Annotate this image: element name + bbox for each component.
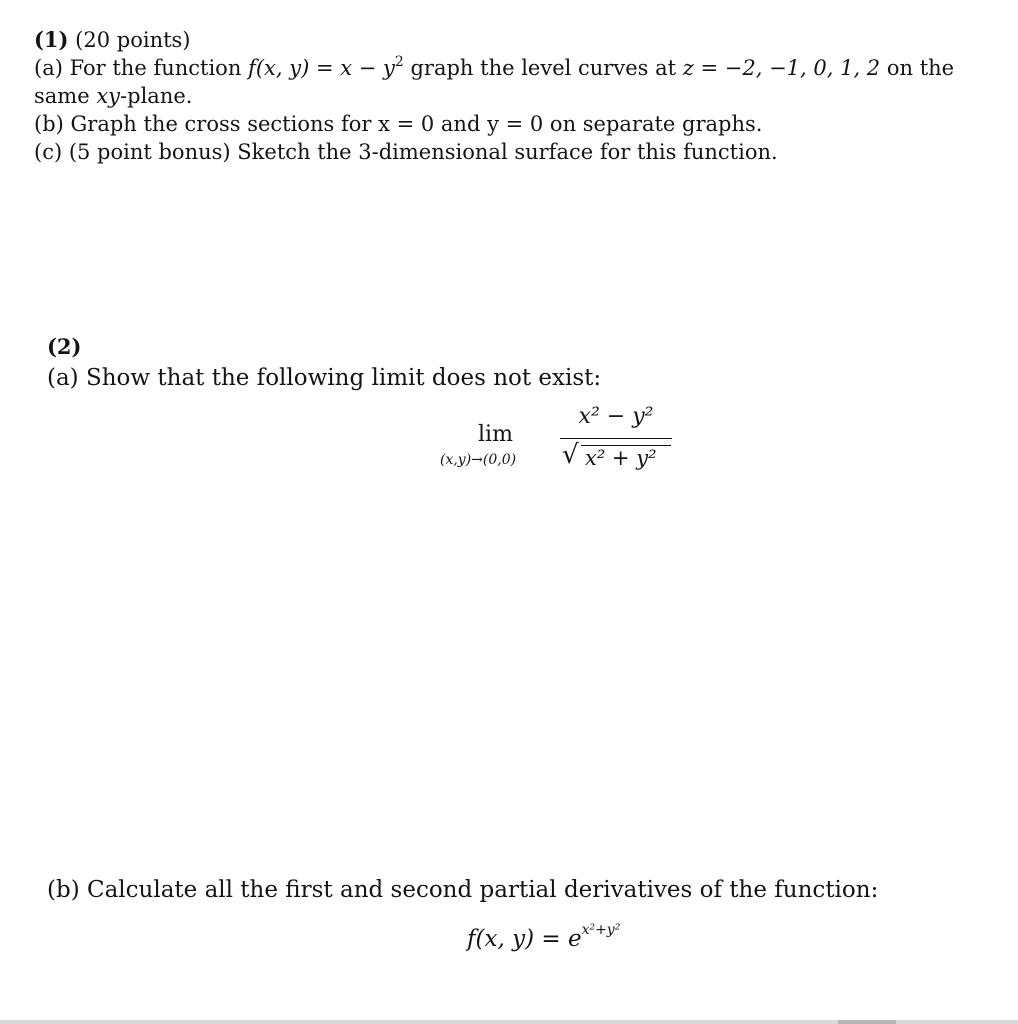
limit-lim: lim (478, 422, 513, 447)
q1b-text: (b) Graph the cross sections for x = 0 and y = 0 on separate graphs. (34, 112, 763, 136)
q1c-text: (c) (5 point bonus) Sketch the 3-dimensional surface for this function. (34, 140, 778, 164)
q2b-text: (b) Calculate all the first and second partial derivatives of the function: (47, 877, 879, 903)
q1a-line2-xy: xy (96, 84, 121, 108)
q2b-function (467, 922, 620, 952)
q1a-square: 2 (394, 54, 404, 70)
q1a-line2-pre: same (34, 84, 90, 108)
scrollbar-thumb[interactable] (838, 1020, 896, 1024)
q1a-function: f(x, y) = x − y (248, 56, 395, 80)
q1a-text2: graph the level curves at (410, 56, 677, 80)
q1a-line2-post: -plane. (120, 84, 193, 108)
q1-points: (20 points) (75, 28, 191, 52)
q1a-label: (a) (34, 56, 63, 80)
fraction-bar (560, 438, 672, 439)
limit-denominator: x² + y² (585, 446, 657, 470)
q1a-line2 (34, 83, 192, 109)
q2-number: (2) (47, 334, 82, 359)
q2b-fx: f(x, y) = e (467, 926, 582, 952)
q2a-text: (a) Show that the following limit does not exist: (47, 365, 602, 391)
limit-subscript: (x,y)→(0,0) (440, 452, 517, 468)
q1a-line1 (34, 55, 954, 81)
q1-heading (34, 27, 191, 53)
sqrt-symbol: √ (562, 440, 579, 470)
q1a-text3: on the (886, 56, 955, 80)
limit-expression (440, 402, 680, 482)
q1-number: (1) (34, 27, 69, 52)
q1a-text1: For the function (69, 56, 242, 80)
q2b-exponent: x²+y² (581, 922, 621, 938)
q1a-z-values: z = −2, −1, 0, 1, 2 (682, 56, 881, 80)
limit-numerator: x² − y² (578, 404, 654, 429)
